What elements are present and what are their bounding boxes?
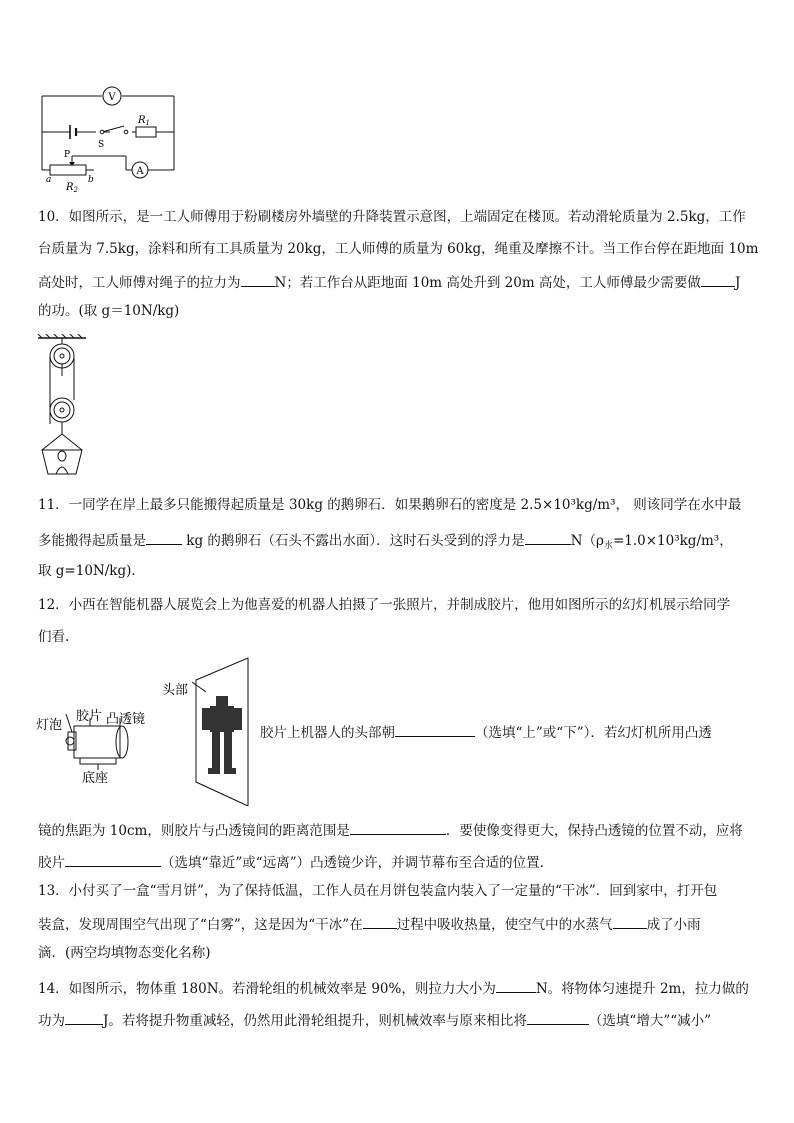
q12-blank-3[interactable]	[65, 852, 161, 867]
fig-lamp-label: 灯泡	[36, 718, 63, 733]
q12-line-3: 镜的焦距为 10cm，则胶片与凸透镜间的距离范围是 ．要使像变得更大，保持凸透镜的位置不动，应将	[38, 820, 743, 840]
q10-line-1: 10．如图所示，是一工人师傅用于粉刷楼房外墙壁的升降装置示意图，上端固定在楼顶。若动滑轮质量为 2.5kg，工作	[38, 209, 746, 225]
q10-line-3: 高处时，工人师傅对绳子的拉力为 N；若工作台从距地面 10m 高处升到 20m 高处，工人师傅最少需要做 J	[38, 272, 740, 292]
q13-blank-2[interactable]	[613, 914, 647, 929]
q10-line-2: 台质量为 7.5kg，涂料和所有工具质量为 20kg，工人师傅的质量为 60kg，绳重及摩擦不计。当工作台停在距地面 10m	[38, 241, 759, 257]
q14-blank-2[interactable]	[65, 1010, 103, 1025]
q12-side-text: 胶片上机器人的头部朝 （选填“上”或“下”）．若幻灯机所用凸透	[260, 722, 712, 742]
voltmeter-label: V	[108, 92, 116, 103]
q14-blank-3[interactable]	[527, 1010, 589, 1025]
q12-line-4: 胶片 （选填“靠近”或“远离”）凸透镜少许，并调节幕布至合适的位置.	[38, 852, 544, 872]
q11-blank-1[interactable]	[146, 530, 182, 545]
q12-blank-1[interactable]	[395, 722, 475, 737]
circuit-diagram	[30, 84, 190, 194]
slider-label: P	[64, 150, 71, 160]
pulley-figure	[36, 334, 92, 486]
ammeter-label: A	[136, 166, 144, 177]
projector-figure	[36, 654, 260, 806]
r2-label: $R_2$	[66, 182, 78, 194]
switch-label: S	[98, 140, 105, 150]
q10-blank-2[interactable]	[701, 272, 735, 287]
q13-line-3: 滴．(两空均填物态变化名称)	[38, 945, 211, 961]
q10-line-4: 的功。(取 g＝10N/kg)	[38, 303, 180, 319]
q13-blank-1[interactable]	[363, 914, 397, 929]
q13-line-2: 装盒，发现周围空气出现了“白雾”，这是因为“干冰”在 过程中吸收热量，使空气中的水蒸气 成了小雨	[38, 914, 701, 934]
q13-line-1: 13．小付买了一盒“雪月饼”，为了保持低温，工作人员在月饼包装盒内装入了一定量的“干冰”．回到家中，打开包	[38, 883, 718, 899]
q11-line-1: 11．一同学在岸上最多只能搬得起质量是 30kg 的鹅卵石．如果鹅卵石的密度是 2.5×10³kg/m³， 则该同学在水中最	[38, 497, 742, 513]
fig-film-label: 胶片	[76, 709, 103, 724]
q11-line-2: 多能搬得起质量是 kg 的鹅卵石（石头不露出水面）．这时石头受到的浮力是 $N(\rho_水=1.0\times 10^3kg/m^3$，	[38, 530, 733, 555]
r1-label: $R_1$	[138, 115, 150, 127]
q14-line-2: 功为 J。若将提升物重减轻，仍然用此滑轮组提升，则机械效率与原来相比将 （选填“增大”“减小”	[38, 1010, 711, 1030]
q11-blank-2[interactable]	[525, 530, 571, 545]
q12-line-2: 们看.	[38, 629, 70, 645]
robot-image	[202, 696, 242, 774]
fig-base-label: 底座	[82, 771, 109, 786]
q12-line-1: 12．小西在智能机器人展览会上为他喜爱的机器人拍摄了一张照片，并制成胶片，他用如图所示的幻灯机展示给同学	[38, 597, 731, 613]
q12-blank-2[interactable]	[350, 820, 446, 835]
end-b-label: b	[88, 175, 94, 185]
q11-line-3: 取 g=10N/kg)．	[38, 563, 145, 579]
q10-blank-1[interactable]	[241, 272, 275, 287]
q14-blank-1[interactable]	[496, 978, 536, 993]
end-a-label: a	[46, 175, 52, 185]
fig-head-label: 头部	[162, 683, 189, 698]
fig-lens-label: 凸透镜	[106, 712, 146, 727]
q14-line-1: 14．如图所示，物体重 180N。若滑轮组的机械效率是 90%，则拉力大小为 N。将物体匀速提升 2m，拉力做的	[38, 978, 749, 998]
